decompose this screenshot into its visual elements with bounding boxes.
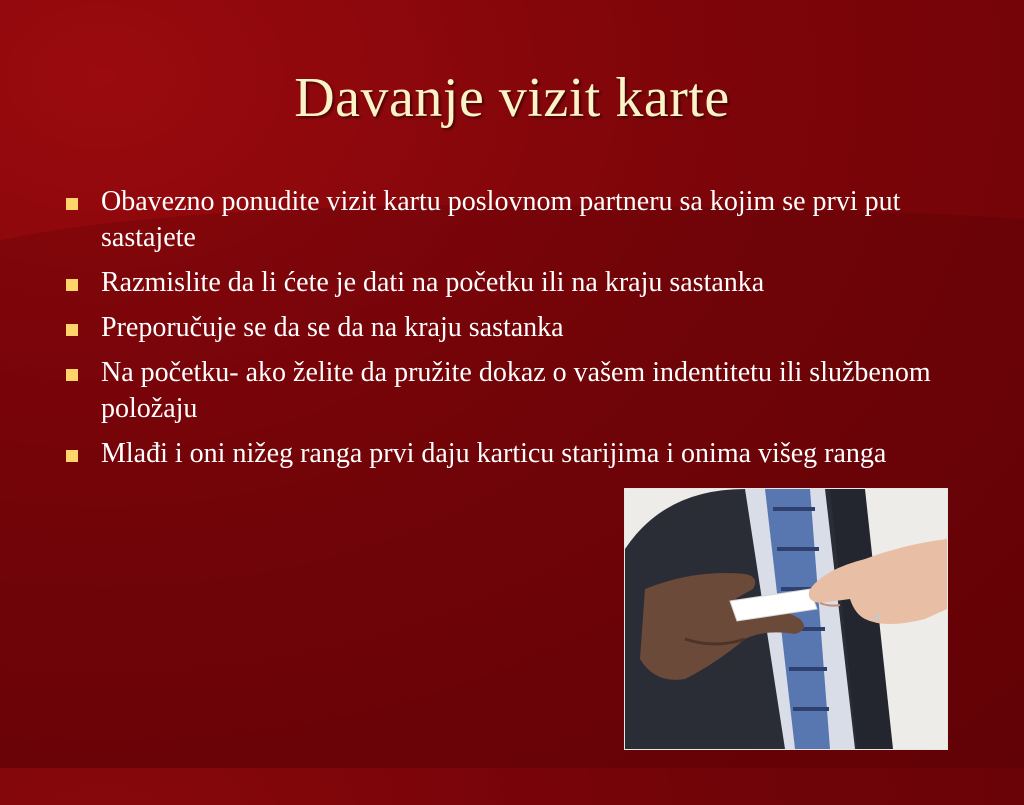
- bullet-item: [64, 355, 984, 427]
- bullet-text: Na početku- ako želite da pružite dokaz o vašem indentitetu ili službenom položaju: [101, 357, 931, 424]
- square-bullet-icon: [66, 324, 78, 336]
- bullet-item: [64, 436, 984, 472]
- bullet-item: [64, 265, 984, 301]
- photo-illustration: [625, 489, 947, 749]
- business-card-exchange-image: [624, 488, 948, 750]
- bullet-item: [64, 184, 984, 256]
- bullet-list: [64, 184, 984, 481]
- bullet-text: Mlađi i oni nižeg ranga prvi daju karticu starijima i onima višeg ranga: [101, 438, 887, 469]
- square-bullet-icon: [66, 279, 78, 291]
- square-bullet-icon: [66, 450, 78, 462]
- bullet-text: Razmislite da li ćete je dati na početku ili na kraju sastanka: [101, 267, 765, 298]
- bullet-text: Obavezno ponudite vizit kartu poslovnom partneru sa kojim se prvi put sastajete: [101, 186, 901, 253]
- slide-title: Davanje vizit karte: [294, 67, 730, 129]
- bullet-item: [64, 310, 984, 346]
- bullet-text: Preporučuje se da se da na kraju sastanka: [101, 312, 564, 343]
- square-bullet-icon: [66, 369, 78, 381]
- square-bullet-icon: [66, 198, 78, 210]
